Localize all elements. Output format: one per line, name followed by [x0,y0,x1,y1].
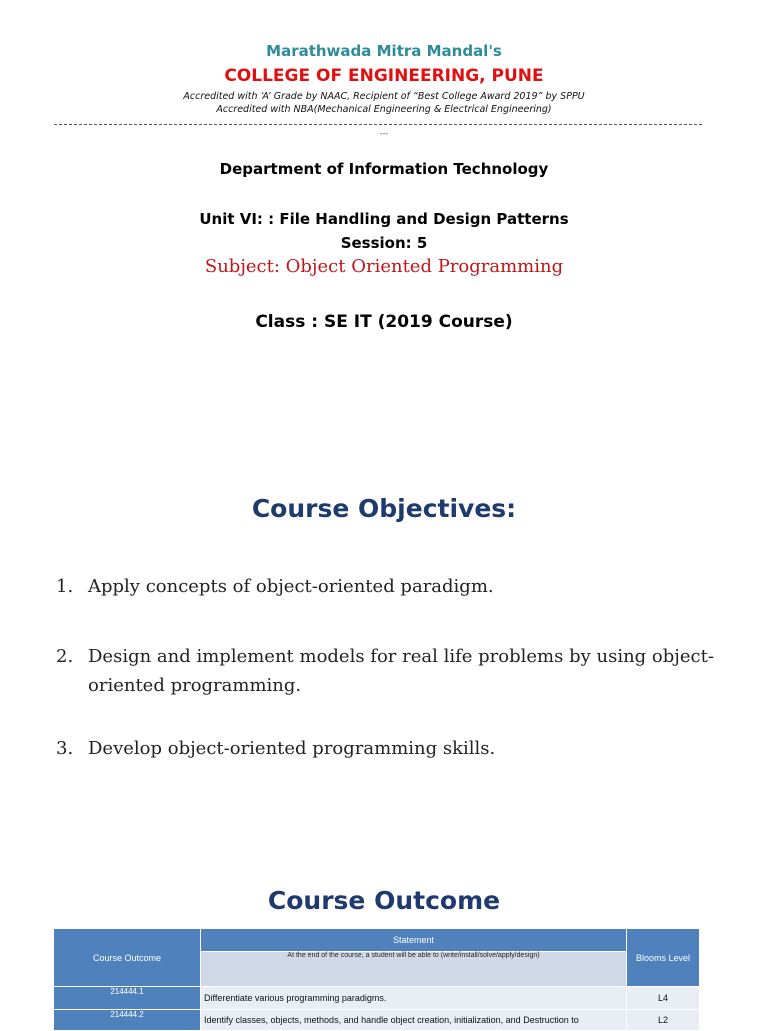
col-header-outcome: Course Outcome [54,929,201,987]
objective-item [56,572,716,642]
class-label: Class : SE IT (2019 Course) [255,312,513,332]
statement-subheader: At the end of the course, a student will be able to (write/install/solve/apply/design) [201,952,627,987]
outcome-level: L2 [627,1010,700,1031]
col-header-statement: Statement [201,929,627,952]
header-divider [54,124,702,125]
objective-number: 2. [56,646,74,667]
objectives-list [56,572,716,763]
objective-number: 3. [56,738,74,759]
objectives-heading: Course Objectives: [251,494,517,523]
unit-title: Unit VI: : File Handling and Design Patterns [199,210,569,228]
outcome-id: 214444.2 [54,1010,201,1031]
objective-item [56,734,716,763]
objective-item [56,642,716,734]
course-outcome-table [53,928,700,1031]
objective-text: Develop object-oriented programming skills. [88,738,496,759]
institution-name: Marathwada Mitra Mandal's [266,42,502,60]
accreditation-line-1: Accredited with ‘A’ Grade by NAAC, Recipient of “Best College Award 2019” by SPPU [183,91,585,102]
subject-title: Subject: Object Oriented Programming [204,256,564,277]
outcome-heading: Course Outcome [267,886,501,915]
department-title: Department of Information Technology [219,160,549,178]
accreditation-line-2: Accredited with NBA(Mechanical Engineering & Electrical Engineering) [216,104,552,115]
outcome-statement: Identify classes, objects, methods, and handle object creation, initialization, and Destruction to [201,1010,627,1031]
session-label: Session: 5 [340,234,428,252]
divider-mark: --- [379,129,389,138]
table-row [54,987,700,1010]
outcome-id: 214444.1 [54,987,201,1010]
col-header-blooms: Blooms Level [627,929,700,987]
objective-text: Apply concepts of object-oriented paradigm. [88,576,494,597]
objective-number: 1. [56,576,74,597]
table-row [54,1010,700,1031]
college-name: COLLEGE OF ENGINEERING, PUNE [224,66,544,86]
objective-text: Design and implement models for real life problems by using object- oriented programming. [88,646,714,696]
outcome-level: L4 [627,987,700,1010]
outcome-statement: Differentiate various programming paradigms. [201,987,627,1010]
